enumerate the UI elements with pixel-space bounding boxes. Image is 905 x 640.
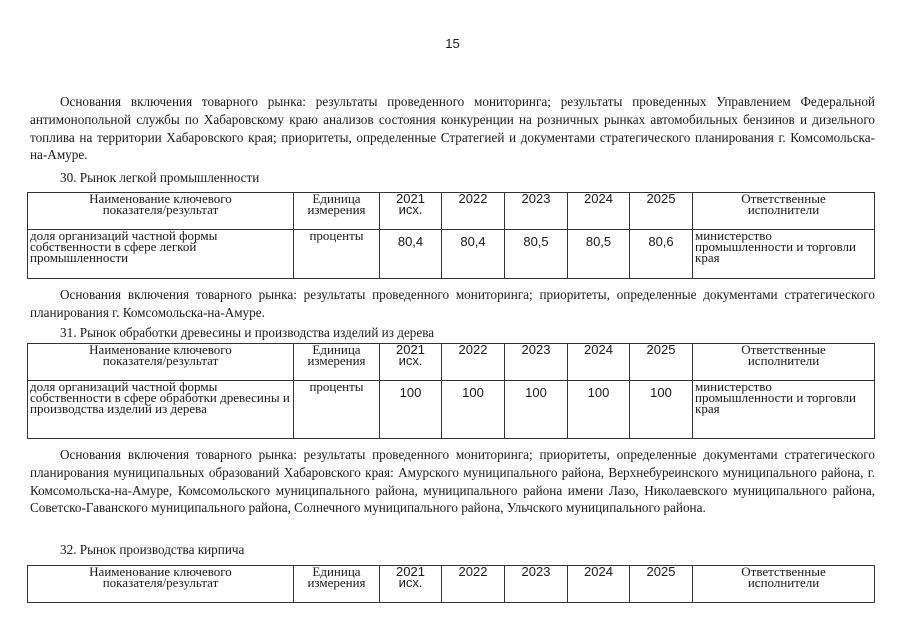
cell-2025: 100 — [630, 381, 693, 439]
table-light-industry — [27, 192, 875, 279]
cell-responsible: министерство промышленности и торговли края — [693, 381, 875, 439]
header-2023: 2023 — [505, 566, 568, 603]
para-basis-fuel: Основания включения товарного рынка: результаты проведенного мониторинга; результаты проведенных Управлением Федеральной антимонопольной службы по Хабаровскому краю анализов состояния конкуренции на розничных рынках автомобильных бензинов и дизельного топлива на территории Хабаровского края; приоритеты, определенные Стратегией и документами стратегического планирования г. Комсомольска-на-Амуре. — [30, 94, 875, 163]
header-2024: 2024 — [568, 344, 630, 381]
header-2022: 2022 — [442, 344, 505, 381]
cell-2025: 80,6 — [630, 230, 693, 279]
section-32-title: 32. Рынок производства кирпича — [60, 542, 245, 557]
header-2021: 2021 исх. — [380, 566, 442, 603]
cell-indicator: доля организаций частной формы собственности в сфере обработки древесины и производства изделий из дерева — [28, 381, 294, 439]
header-indicator: Наименование ключевого показателя/результат — [28, 193, 294, 230]
header-responsible: Ответственные исполнители — [693, 344, 875, 381]
header-2021: 2021 исх. — [380, 193, 442, 230]
header-responsible: Ответственные исполнители — [693, 193, 875, 230]
header-2025: 2025 — [630, 566, 693, 603]
header-2022: 2022 — [442, 566, 505, 603]
cell-2021: 100 — [380, 381, 442, 439]
header-indicator: Наименование ключевого показателя/результат — [28, 566, 294, 603]
para-basis-light-industry: Основания включения товарного рынка: результаты проведенного мониторинга; приоритеты, определенные документами стратегического планирования г. Комсомольска-на-Амуре. — [30, 287, 875, 320]
cell-2022: 100 — [442, 381, 505, 439]
header-indicator: Наименование ключевого показателя/результат — [28, 344, 294, 381]
cell-2022: 80,4 — [442, 230, 505, 279]
table-brick-production — [27, 565, 875, 603]
header-2021: 2021 исх. — [380, 344, 442, 381]
cell-indicator: доля организаций частной формы собственности в сфере легкой промышленности — [28, 230, 294, 279]
table-header-row — [28, 566, 875, 603]
section-31-title: 31. Рынок обработки древесины и производства изделий из дерева — [60, 325, 435, 340]
header-2025: 2025 — [630, 193, 693, 230]
header-unit: Единица измерения — [294, 344, 380, 381]
header-2024: 2024 — [568, 566, 630, 603]
table-wood-processing — [27, 343, 875, 439]
section-30-title: 30. Рынок легкой промышленности — [60, 170, 260, 185]
header-unit: Единица измерения — [294, 193, 380, 230]
page-number: 15 — [445, 36, 460, 51]
cell-2024: 100 — [568, 381, 630, 439]
para-basis-wood: Основания включения товарного рынка: результаты проведенного мониторинга; приоритеты, определенные документами стратегического планирования муниципальных образований Хабаровского края: Амурского муниципального района, Верхнебуреинского муниципального района, г. Комсомольска-на-Амуре, Комсомольского муниципального района, муниципального района имени Лазо, Николаевского муниципального района, Советско-Гаванского муниципального района, Солнечного муниципального района, Ульчского муниципального района. — [30, 447, 875, 516]
header-2023: 2023 — [505, 344, 568, 381]
cell-responsible: министерство промышленности и торговли края — [693, 230, 875, 279]
header-2024: 2024 — [568, 193, 630, 230]
header-2022: 2022 — [442, 193, 505, 230]
table-header-row — [28, 344, 875, 381]
cell-unit: проценты — [294, 230, 380, 279]
header-2023: 2023 — [505, 193, 568, 230]
cell-2021: 80,4 — [380, 230, 442, 279]
cell-unit: проценты — [294, 381, 380, 439]
table-row — [28, 381, 875, 439]
cell-2023: 100 — [505, 381, 568, 439]
table-row — [28, 230, 875, 279]
table-header-row — [28, 193, 875, 230]
header-2025: 2025 — [630, 344, 693, 381]
cell-2024: 80,5 — [568, 230, 630, 279]
header-unit: Единица измерения — [294, 566, 380, 603]
cell-2023: 80,5 — [505, 230, 568, 279]
header-responsible: Ответственные исполнители — [693, 566, 875, 603]
